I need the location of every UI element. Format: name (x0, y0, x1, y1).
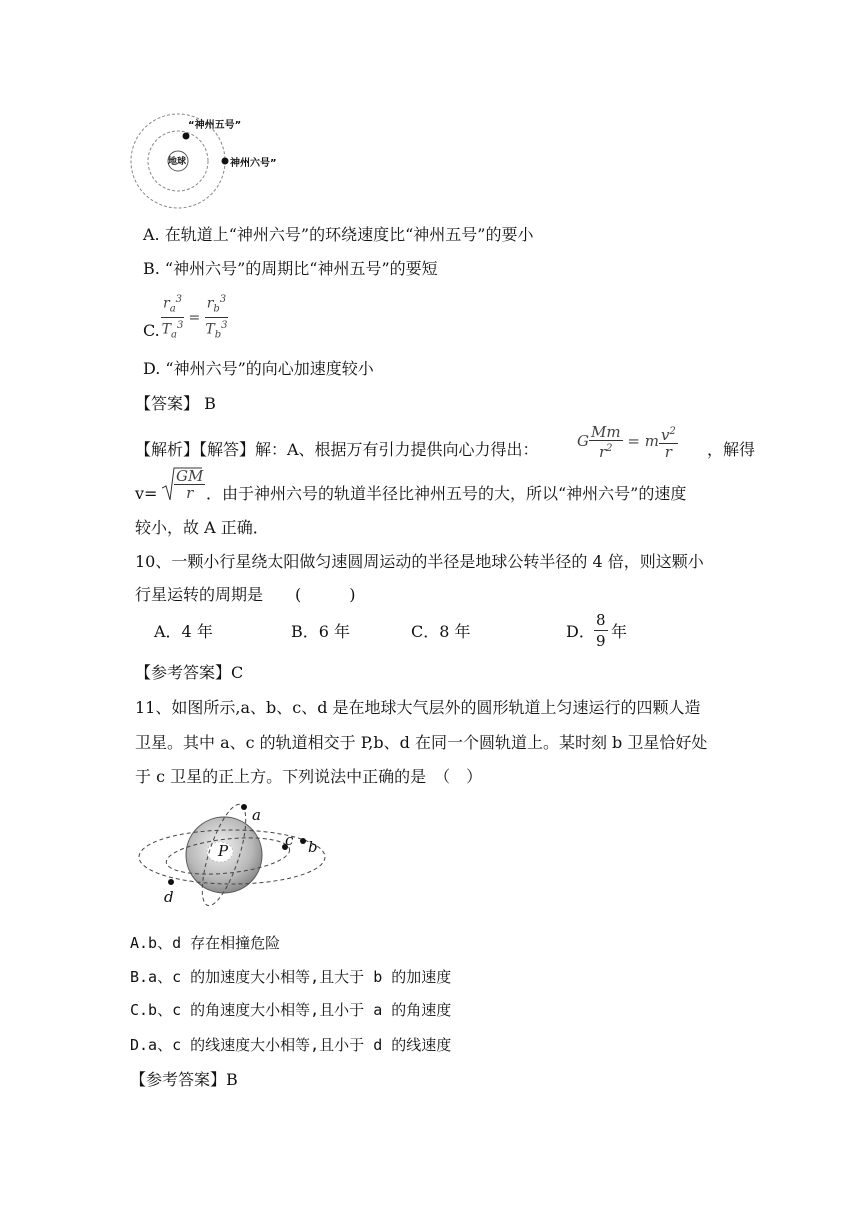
gravity-formula: G $\frac{Mm}{r^2}$ = m $\frac{v^2}{r}$ (577, 423, 676, 461)
q11-stem-line3: 于 c 卫星的正上方。下列说法中正确的是 （ ） (135, 767, 483, 786)
orbit-figure-satellites (136, 800, 326, 915)
q11-stem-line1: 11、如图所示,a、b、c、d 是在地球大气层外的圆形轨道上匀速运行的四颗人造 (135, 698, 701, 717)
label-earth: 地球 (168, 157, 187, 167)
shenzhou6-dot (222, 158, 229, 165)
q9-option-a: A. 在轨道上“神州六号”的环绕速度比“神州五号”的要小 (143, 225, 534, 244)
q10-answer: 【参考答案】C (135, 663, 244, 682)
q10-stem-line2: 行星运转的周期是 ( ) (135, 585, 356, 604)
q9-analysis-line3: 较小，故 A 正确． (135, 518, 269, 537)
q10-option-a: A．4 年 (154, 622, 213, 641)
q10-option-d (566, 610, 646, 654)
fig-label-d: d (164, 888, 174, 906)
q9-analysis-line1: 【解析】【解答】解：A、根据万有引力提供向心力得出： (135, 440, 539, 459)
shenzhou5-dot (183, 133, 190, 140)
fig-label-a: a (252, 806, 261, 824)
q9-analysis-line1-end: ，解得 (707, 440, 756, 459)
q10-option-c: C．8 年 (411, 622, 471, 641)
q9-answer: 【答案】 B (135, 394, 216, 413)
q10-option-d-numerator: 8 (596, 611, 606, 629)
q9-option-c-prefix: C. (143, 321, 160, 340)
q10-option-d-suffix: 年 (611, 622, 628, 641)
q9-option-d: D. “神州六号”的向心加速度较小 (143, 359, 374, 378)
kepler-formula: $\frac{r_a^3}{T_a^3}$ = $\frac{r_b^3}{T_b^3}$ (161, 294, 228, 341)
q9-option-c (143, 290, 343, 342)
q10-stem-line1: 10、一颗小行星绕太阳做匀速圆周运动的半径是地球公转半径的 4 倍，则这颗小 (135, 552, 704, 571)
q11-answer: 【参考答案】B (130, 1070, 238, 1089)
satellite-d (168, 879, 174, 885)
q9-analysis-v: v= (135, 484, 158, 503)
fig-label-p: P (218, 842, 229, 860)
q11-option-a: A.b、d 存在相撞危险 (130, 934, 281, 952)
q10-option-d-denominator: 9 (596, 632, 606, 650)
q9-analysis-line2: ．由于神州六号的轨道半径比神州五号的大，所以“神州六号”的速度 (206, 484, 687, 503)
q9-option-b: B. “神州六号”的周期比“神州五号”的要短 (143, 259, 438, 278)
q10-option-d-prefix: D． (566, 622, 595, 641)
label-shenzhou5: “神州五号” (188, 120, 242, 131)
q11-option-c: C.b、c 的角速度大小相等,且小于 a 的角速度 (130, 1001, 452, 1019)
q11-option-d: D.a、c 的线速度大小相等,且小于 d 的线速度 (130, 1036, 452, 1054)
satellite-a (241, 804, 247, 810)
orbit-figure-shenzhou (128, 108, 288, 214)
fig-label-b: b (308, 838, 318, 856)
fig-label-c: c (285, 831, 294, 849)
q11-option-b: B.a、c 的加速度大小相等,且大于 b 的加速度 (130, 968, 452, 986)
satellite-b (300, 838, 306, 844)
q11-stem-line2: 卫星。其中 a、c 的轨道相交于 P,b、d 在同一个圆轨道上。某时刻 b 卫星恰好处 (135, 733, 708, 752)
label-shenzhou6: 神州六号” (230, 158, 277, 169)
q10-option-b: B．6 年 (291, 622, 351, 641)
